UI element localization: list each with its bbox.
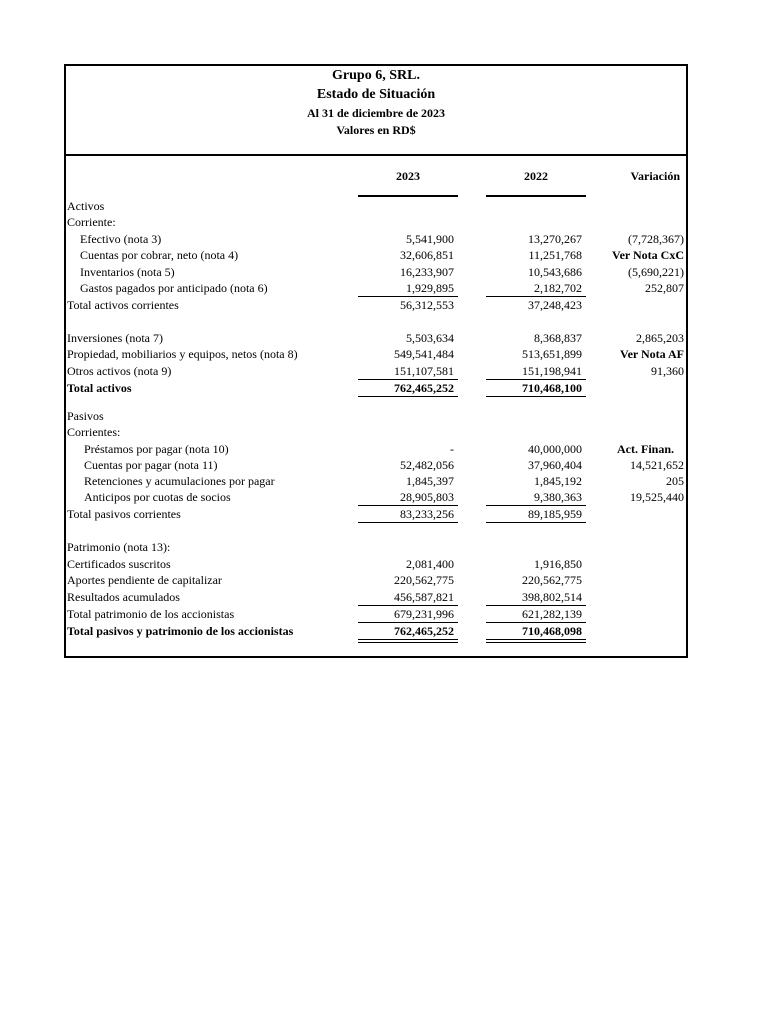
- value-2022: 513,651,899: [522, 347, 582, 361]
- value-2022: 10,543,686: [528, 265, 582, 279]
- row-label: Inversiones (nota 7): [67, 331, 163, 345]
- table-row: [66, 363, 686, 379]
- value-2023: 16,233,907: [400, 265, 454, 279]
- value-variation: (5,690,221): [628, 265, 684, 279]
- value-2023: 456,587,821: [394, 590, 454, 604]
- row-label: Cuentas por cobrar, neto (nota 4): [80, 248, 239, 262]
- value-variation: 205: [666, 474, 684, 488]
- subtotal-row: [66, 297, 686, 313]
- section-title-row: [66, 408, 686, 424]
- row-label: Aportes pendiente de capitalizar: [67, 573, 222, 587]
- liabilities-title: Pasivos: [67, 409, 104, 423]
- value-2023: 549,541,484: [394, 347, 454, 361]
- value-2022: 8,368,837: [534, 331, 582, 345]
- value-variation: 91,360: [651, 364, 684, 378]
- statement-title: Estado de Situación: [316, 87, 436, 102]
- subtotal-row: [66, 606, 686, 622]
- equity-title: Patrimonio (nota 13):: [67, 540, 171, 554]
- row-label: Total activos: [67, 381, 132, 395]
- value-2023: 679,231,996: [394, 607, 454, 621]
- section-title-row: [66, 198, 686, 214]
- total-rule: [358, 396, 458, 397]
- value-2022: 37,960,404: [528, 458, 582, 472]
- value-2022: 398,802,514: [522, 590, 582, 604]
- value-2022: 37,248,423: [528, 298, 582, 312]
- value-2023: 28,905,803: [400, 490, 454, 504]
- value-variation: 14,521,652: [630, 458, 684, 472]
- value-variation: (7,728,367): [628, 232, 684, 246]
- value-2023: 151,107,581: [394, 364, 454, 378]
- value-2022: 89,185,959: [528, 507, 582, 521]
- subtotal-rule: [358, 522, 458, 523]
- column-underline: [358, 195, 458, 197]
- total-rule: [486, 396, 586, 397]
- table-row: [66, 589, 686, 605]
- value-2023: 5,541,900: [406, 232, 454, 246]
- value-2022: 2,182,702: [534, 281, 582, 295]
- grand-total-row: [66, 623, 686, 639]
- value-2023: 220,562,775: [394, 573, 454, 587]
- value-2023: 52,482,056: [400, 458, 454, 472]
- table-row: [66, 556, 686, 572]
- value-2022: 11,251,768: [528, 248, 582, 262]
- value-variation: Ver Nota CxC: [612, 248, 684, 262]
- row-label: Inventarios (nota 5): [80, 265, 175, 279]
- row-label: Anticipos por cuotas de socios: [84, 490, 231, 504]
- row-label: Total pasivos corrientes: [67, 507, 181, 521]
- row-label: Efectivo (nota 3): [80, 232, 162, 246]
- value-2023: 32,606,851: [400, 248, 454, 262]
- value-2022: 1,916,850: [534, 557, 582, 571]
- balance-sheet: [64, 64, 688, 658]
- table-row: [66, 473, 686, 489]
- table-row: [66, 280, 686, 296]
- value-2022: 220,562,775: [522, 573, 582, 587]
- column-header-2022: 2022: [524, 169, 548, 183]
- table-row: [66, 457, 686, 473]
- assets-title: Activos: [67, 199, 105, 213]
- value-2022: 1,845,192: [534, 474, 582, 488]
- value-variation: 252,807: [645, 281, 684, 295]
- value-2022: 621,282,139: [522, 607, 582, 621]
- total-row: [66, 380, 686, 396]
- liabilities-current-title: Corrientes:: [67, 425, 121, 439]
- value-2023: 56,312,553: [400, 298, 454, 312]
- subsection-title-row: [66, 424, 686, 440]
- table-row: [66, 330, 686, 346]
- statement-date: Al 31 de diciembre de 2023: [306, 106, 446, 120]
- double-total-rule: [486, 639, 586, 643]
- value-2023: 1,845,397: [406, 474, 454, 488]
- row-label: Retenciones y acumulaciones por pagar: [84, 474, 275, 488]
- value-variation: 2,865,203: [636, 331, 684, 345]
- row-label: Préstamos por pagar (nota 10): [84, 442, 229, 456]
- subsection-title-row: [66, 214, 686, 230]
- value-2022: 13,270,267: [528, 232, 582, 246]
- section-title-row: [66, 539, 686, 555]
- subtotal-row: [66, 506, 686, 522]
- table-row: [66, 231, 686, 247]
- row-label: Cuentas por pagar (nota 11): [84, 458, 218, 472]
- statement-header: [66, 66, 686, 156]
- value-2023: -: [450, 442, 454, 456]
- value-2023: 2,081,400: [406, 557, 454, 571]
- value-variation: Act. Finan.: [617, 442, 674, 456]
- row-label: Propiedad, mobiliarios y equipos, netos (nota 8): [67, 347, 298, 361]
- table-row: [66, 247, 686, 263]
- table-row: [66, 346, 686, 362]
- column-header-2023: 2023: [396, 169, 420, 183]
- value-2023: 762,465,252: [394, 624, 454, 638]
- column-underline: [486, 195, 586, 197]
- value-2023: 1,929,895: [406, 281, 454, 295]
- value-variation: 19,525,440: [630, 490, 684, 504]
- row-label: Total patrimonio de los accionistas: [67, 607, 235, 621]
- value-2022: 151,198,941: [522, 364, 582, 378]
- value-variation: Ver Nota AF: [620, 347, 684, 361]
- table-row: [66, 264, 686, 280]
- row-label: Total pasivos y patrimonio de los accionistas: [67, 624, 294, 638]
- table-row: [66, 572, 686, 588]
- value-2023: 5,503,634: [406, 331, 454, 345]
- company-name: Grupo 6, SRL.: [332, 68, 420, 83]
- currency-note: Valores en RD$: [336, 123, 416, 137]
- table-row: [66, 441, 686, 457]
- value-2023: 762,465,252: [394, 381, 454, 395]
- row-label: Total activos corrientes: [67, 298, 179, 312]
- table-row: [66, 489, 686, 505]
- subtotal-rule: [486, 522, 586, 523]
- value-2022: 710,468,098: [522, 624, 582, 638]
- row-label: Resultados acumulados: [67, 590, 180, 604]
- column-header-variation: Variación: [630, 169, 680, 183]
- value-2022: 710,468,100: [522, 381, 582, 395]
- row-label: Certificados suscritos: [67, 557, 171, 571]
- value-2022: 9,380,363: [534, 490, 582, 504]
- double-total-rule: [358, 639, 458, 643]
- value-2023: 83,233,256: [400, 507, 454, 521]
- row-label: Gastos pagados por anticipado (nota 6): [80, 281, 268, 295]
- value-2022: 40,000,000: [528, 442, 582, 456]
- assets-current-title: Corriente:: [67, 215, 116, 229]
- row-label: Otros activos (nota 9): [67, 364, 172, 378]
